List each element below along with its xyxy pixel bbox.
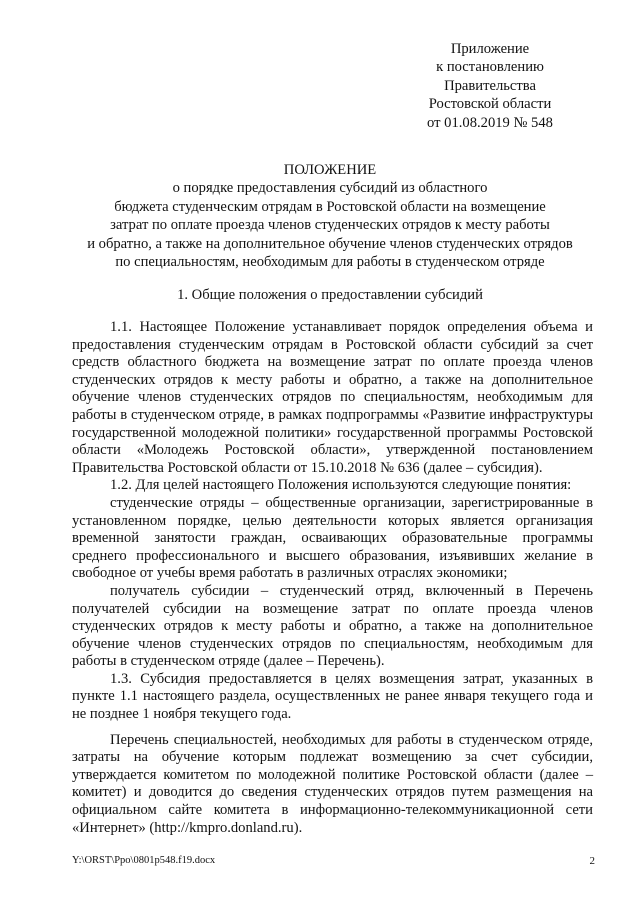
title-line: и обратно, а также на дополнительное обучение членов студенческих отрядов [87, 235, 573, 252]
title-line: по специальностям, необходимым для работы в студенческом отряде [115, 254, 545, 271]
appendix-block [400, 40, 580, 132]
appendix-line: Правительства [444, 77, 536, 94]
paragraph: получатель субсидии – студенческий отряд, включенный в Перечень получателей субсидии на возмещение затрат по оплате проезда членов студенческих отрядов к месту работы и обратно, а также на дополнительное обучение членов студенческих отрядов по специальностям, необходимым для работы в студенческом отряде (далее – Перечень). [72, 582, 593, 670]
document-title [60, 161, 600, 271]
title-line: ПОЛОЖЕНИЕ [283, 162, 377, 178]
appendix-line: Приложение [450, 41, 530, 57]
title-line: бюджета студенческим отрядам в Ростовской области на возмещение [114, 198, 546, 215]
section-heading: 1. Общие положения о предоставлении субсидий [177, 287, 483, 303]
paragraph: 1.2. Для целей настоящего Положения используются следующие понятия: [110, 477, 572, 494]
body-text [72, 319, 593, 837]
appendix-line: к постановлению [436, 59, 544, 76]
appendix-line: Ростовской области [428, 96, 552, 113]
title-line: затрат по оплате проезда членов студенческих отрядов к месту работы [110, 217, 550, 234]
footer-file-path: Y:\ORST\Ppo\0801p548.f19.docx [72, 855, 216, 866]
paragraph: Перечень специальностей, необходимых для работы в студенческом отряде, затраты на обучение которым подлежат возмещению за счет субсидии, утверждается комитетом по молодежной политике Ростовской области (далее – комитет) и доводится до сведения студенческих отрядов путем размещения на официальном сайте комитета в информационно-телекоммуникационной сети «Интернет» (http://kmpro.donland.ru). [72, 731, 593, 836]
paragraph: студенческие отряды – общественные организации, зарегистрированные в установленном порядке, целью деятельности которых является организация временной занятости граждан, осваивающих образовательные программы среднего профессионального и высшего образования, изъявивших желание в свободное от учебы время работать в различных отраслях экономики; [72, 494, 593, 582]
appendix-line: от 01.08.2019 № 548 [427, 114, 553, 131]
paragraph: 1.3. Субсидия предоставляется в целях возмещения затрат, указанных в пункте 1.1 настоящего раздела, осуществленных не ранее января текущего года и не позднее 1 ноября текущего года. [72, 670, 593, 723]
paragraph: 1.1. Настоящее Положение устанавливает порядок определения объема и предоставления студенческим отрядам в Ростовской области субсидий за счет средств областного бюджета на возмещение затрат по оплате проезда членов студенческих отрядов к месту работы и обратно, а также на дополнительное обучение членов студенческих отрядов по специальностям, необходимым для работы в студенческом отряде, в рамках подпрограммы «Развитие инфраструктуры государственной молодежной политики» государственной программы Ростовской области «Молодежь Ростовской области», утвержденной постановлением Правительства Ростовской области от 15.10.2018 № 636 (далее – субсидия). [72, 319, 593, 476]
title-line: о порядке предоставления субсидий из областного [172, 180, 488, 197]
page-number: 2 [589, 855, 595, 867]
